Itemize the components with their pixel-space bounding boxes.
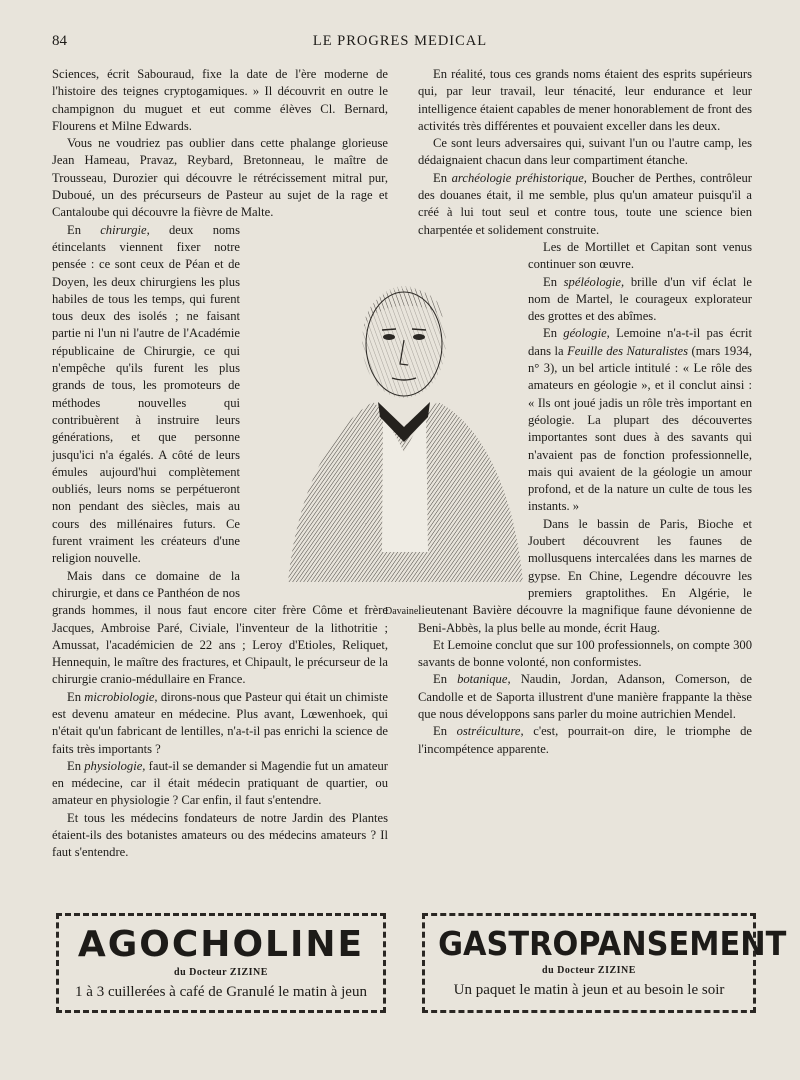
paragraph: Et Lemoine conclut que sur 100 professionnels, on compte 300 savants de bonne volonté, non conformistes. (418, 637, 752, 670)
ad-title: AGOCHOLINE (77, 924, 365, 965)
advertisement-agocholine (56, 913, 386, 1013)
paragraph: Mais dans ce domaine de la chirurgie, et dans ce Panthéon de nos grands hommes, il nous faut encore citer frère Côme et frère Jacques, Ambroise Paré, Civiale, l'inventeur de la lithotritie ; Amussat, l'académicien de 22 ans ; Leroy d'Etioles, Reliquet, Hennequin, le maître des fractures, et Chipault, le précurseur de la chirurgie cranio-médullaire en France. (52, 568, 388, 687)
running-head: LE PROGRES MEDICAL (312, 33, 488, 49)
paragraph: Ce sont leurs adversaires qui, suivant l'un ou l'autre camp, les dédaignaient chacun dans leur compartiment étanche. (418, 136, 752, 168)
ad-dosage: 1 à 3 cuillerées à café de Granulé le matin à jeun (75, 984, 367, 1000)
paragraph: En spéléologie, brille d'un vif éclat le nom de Martel, le courageux explorateur des grottes et des abîmes. (528, 274, 753, 324)
advertisement-gastropansement (422, 913, 787, 1013)
paragraph: Sciences, écrit Sabouraud, fixe la date de l'ère moderne de l'histoire des teignes cryptogamiques. » Il découvrit en outre le champignon du muguet et eut comme élèves Cl. Bernard, Flourens et Milne Edwards. (52, 67, 388, 133)
paragraph: En réalité, tous ces grands noms étaient des esprits supérieurs qui, par leur travail, leur ténacité, leur endurance et leur intelligence étaient capables de mener honorablement de front des activités très différentes et pouvaient exceller dans les deux. (418, 67, 752, 133)
paragraph: Vous ne voudriez pas oublier dans cette phalange glorieuse Jean Hameau, Pravaz, Reybard, Bretonneau, le maître de Trousseau, Durozier qui découvre le rétrécissement mitral pur, Duboué, un des précurseurs de Pasteur au sujet de la rage et Cantaloube qui découvre la fièvre de Malte. (52, 136, 388, 220)
paragraph: En géologie, Lemoine n'a-t-il pas écrit dans la Feuille des Naturalistes (mars 1934, n° 3), un bel article intitulé : « Le rôle des amateurs en géologie », et il conclut ainsi : « Ils ont joué jadis un rôle très important en géologie. La plupart des découvertes importantes sont dues à des savants qui n'avaient pas de fonction professionnelle, mais qui avaient de la géologie un amour profond, et de la nature un culte de tous les instants. » (528, 326, 752, 514)
paragraph: En botanique, Naudin, Jordan, Adanson, Comerson, de Candolle et de Saporta illustrent d'une manière frappante la thèse que nous développons sans parler du moine autrichien Mendel. (418, 672, 752, 721)
figure-caption: Davaine. (385, 606, 421, 617)
paragraph: En microbiologie, dirons-nous que Pasteur qui était un chimiste est devenu amateur en médecine. Plus avant, Lœwenhoek, qui n'était qu'un fabricant de lentilles, n'a-t-il pas enrichi la science de faits très importants ? (52, 689, 388, 756)
portrait-engraving (278, 252, 530, 602)
ad-subtitle: du Docteur ZIZINE (542, 965, 636, 976)
ad-subtitle: du Docteur ZIZINE (174, 967, 268, 978)
page-number: 84 (52, 33, 67, 49)
paragraph: En archéologie préhistorique, Boucher de Perthes, contrôleur des douanes était, il me semble, plus qu'un amateur puisqu'il a créé à lui tout seul et contre tous, toute une science bien charpentée et solidement construite. (418, 170, 752, 237)
paragraph: Dans le bassin de Paris, Bioche et Joubert découvrent les faunes de mollusquens intercalées dans les marnes de gypse. En Chine, Legendre découvre les premiers graptolithes. En Algérie, le lieutenant Bavière découvre la magnifique faune dévonienne de Beni-Abbès, la plus belle au monde, écrit Haug. (418, 516, 752, 635)
paragraph: Les de Mortillet et Capitan sont venus continuer son œuvre. (528, 239, 752, 272)
ad-dosage: Un paquet le matin à jeun et au besoin le soir (453, 982, 725, 998)
paragraph: En ostréiculture, c'est, pourrait-on dire, le triomphe de l'incompétence apparente. (418, 724, 753, 756)
paragraph: En chirurgie, deux noms étincelants viennent fixer notre pensée : ce sont ceux de Péan et de Doyen, les deux chirurgiens les plus habiles de tous les temps, qui furent tous deux des isolés ; ne faisant partie ni l'un ni l'autre de l'Académie républicaine de Chirurgie, ce qui n'empêche qu'ils furent les plus grands de tous, les promoteurs de méthodes nouvelles qui contribuèrent à instruire leurs générations, et que personne jusqu'ici n'a égalés. A côté de leurs émules aujourd'hui complètement oubliés, leurs noms se perpétueront non pendant des siècles, mais au cours des millénaires futurs. Ce furent vraiment les créateurs d'une religion nouvelle. (52, 222, 240, 566)
paragraph: En physiologie, faut-il se demander si Magendie fut un amateur en médecine, car il était médecin pratiquant de quartier, ou amateur en physiologie ? Car enfin, il faut s'entendre. (52, 758, 389, 808)
ad-title: GASTROPANSEMENT (438, 924, 787, 963)
paragraph: Et tous les médecins fondateurs de notre Jardin des Plantes étaient-ils des botanistes amateurs ou des médecins amateurs ? Il faut s'entendre. (52, 810, 388, 860)
